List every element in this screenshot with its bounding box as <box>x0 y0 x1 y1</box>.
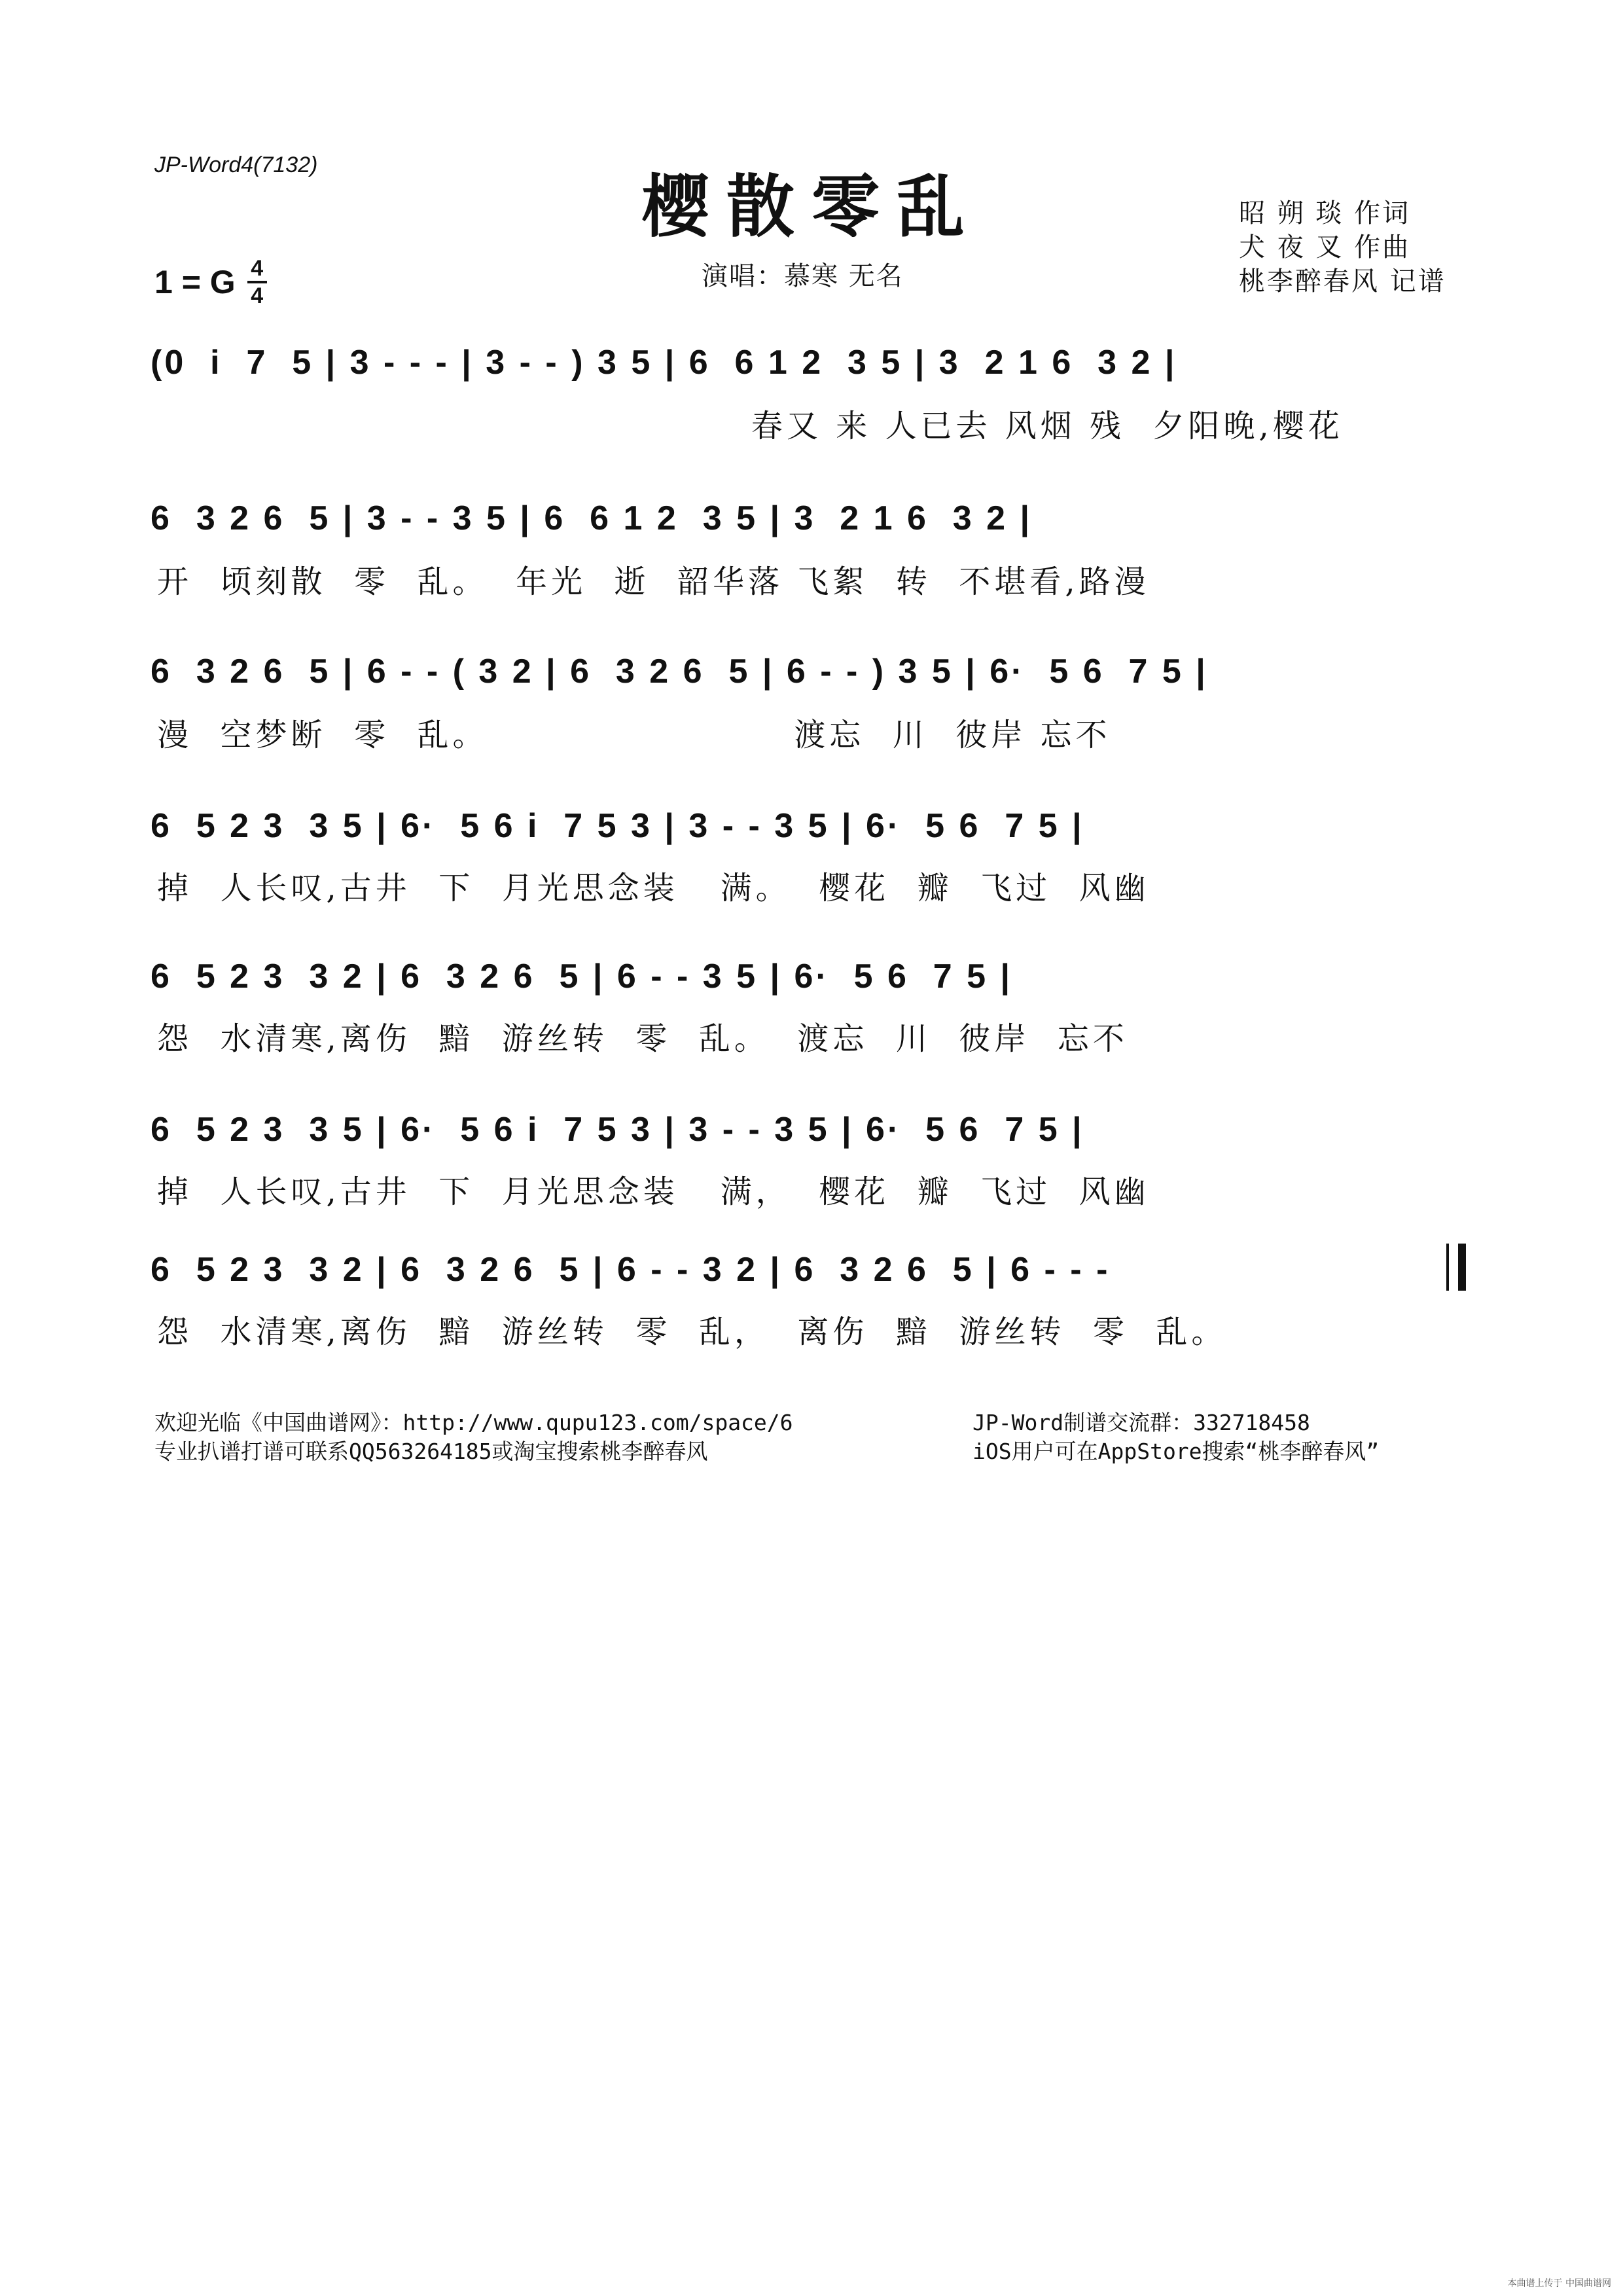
footer-left <box>154 1408 793 1466</box>
notation-line-3: 6 3 2 6 5 | 6 - - ( 3 2 | 6 3 2 6 5 | 6 - - ) 3 5 | 6· 5 6 7 5 | <box>151 653 1208 691</box>
song-title: 樱散零乱 <box>641 166 982 247</box>
notation-line-5: 6 5 2 3 3 2 | 6 3 2 6 5 | 6 - - 3 5 | 6· 5 6 7 5 | <box>151 958 1013 996</box>
final-thin-barline <box>1446 1244 1449 1291</box>
transcriber-credit: 桃李醉春风 记谱 <box>1239 266 1446 296</box>
time-signature <box>247 257 267 308</box>
composer-credit: 犬 夜 叉 作曲 <box>1239 232 1411 262</box>
footer-right <box>972 1408 1379 1466</box>
lyric-line-3: 漫 空梦断 零 乱。 渡忘 川 彼岸 忘不 <box>157 717 1111 753</box>
footer-website: 欢迎光临《中国曲谱网》：http://www.qupu123.com/space/6 <box>154 1410 793 1435</box>
notation-line-2: 6 3 2 6 5 | 3 - - 3 5 | 6 6 1 2 3 5 | 3 2 1 6 3 2 | <box>151 499 1033 537</box>
key-label: 1 = G <box>154 264 236 300</box>
key-signature <box>154 257 267 308</box>
time-sig-top: 4 <box>251 256 264 281</box>
lyricist-credit: 昭 朔 琰 作词 <box>1239 198 1411 228</box>
footer-contact: 专业扒谱打谱可联系QQ563264185或淘宝搜索桃李醉春风 <box>154 1439 708 1464</box>
lyric-line-2: 开 顷刻散 零 乱。 年光 逝 韶华落 飞絮 转 不堪看,路漫 <box>157 564 1150 600</box>
singers-label: 演唱：慕寒 无名 <box>702 261 904 291</box>
software-label: JP-Word4(7132) <box>154 152 318 177</box>
lyric-line-7: 怨 水清寒,离伤 黯 游丝转 零 乱， 离伤 黯 游丝转 零 乱。 <box>157 1314 1227 1350</box>
notation-line-1: (0 i 7 5 | 3 - - - | 3 - - ) 3 5 | 6 6 1 2 3 5 | 3 2 1 6 3 2 | <box>151 344 1177 382</box>
notation-line-6: 6 5 2 3 3 5 | 6· 5 6 i 7 5 3 | 3 - - 3 5 | 6· 5 6 7 5 | <box>151 1111 1084 1149</box>
footer-appstore: iOS用户可在AppStore搜索“桃李醉春风” <box>972 1439 1380 1464</box>
notation-line-4: 6 5 2 3 3 5 | 6· 5 6 i 7 5 3 | 3 - - 3 5 | 6· 5 6 7 5 | <box>151 807 1084 845</box>
lyric-line-6: 掉 人长叹,古井 下 月光思念装 满， 樱花 瓣 飞过 风幽 <box>157 1174 1150 1210</box>
notation-line-7: 6 5 2 3 3 2 | 6 3 2 6 5 | 6 - - 3 2 | 6 3 2 6 5 | 6 - - - <box>151 1251 1111 1289</box>
corner-watermark: 本曲谱上传于 中国曲谱网 <box>1507 2278 1611 2289</box>
footer-group: JP-Word制谱交流群：332718458 <box>972 1410 1310 1435</box>
credits-block <box>1239 196 1446 298</box>
lyric-line-5: 怨 水清寒,离伤 黯 游丝转 零 乱。 渡忘 川 彼岸 忘不 <box>157 1020 1128 1057</box>
final-thick-barline <box>1458 1244 1466 1291</box>
lyric-line-4: 掉 人长叹,古井 下 月光思念装 满。 樱花 瓣 飞过 风幽 <box>157 870 1150 906</box>
lyric-line-1: 春又 来 人已去 风烟 残 夕阳晚,樱花 <box>751 408 1344 444</box>
time-sig-bottom: 4 <box>251 283 264 308</box>
